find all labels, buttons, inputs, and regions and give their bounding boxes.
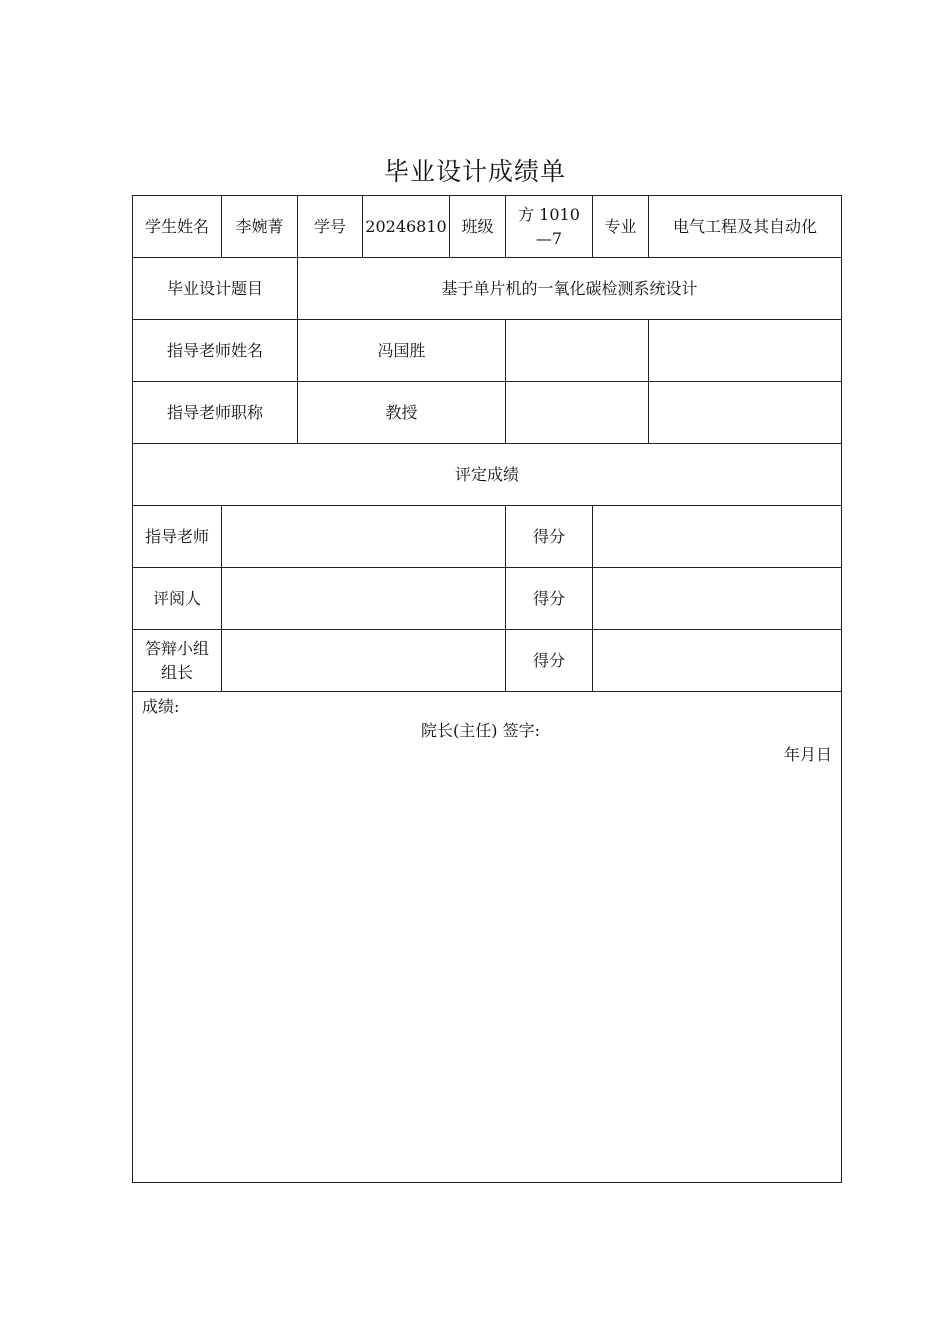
grade-form-table — [132, 195, 842, 1183]
date-label: 年月日 — [784, 745, 833, 764]
grading-row-advisor — [133, 506, 842, 568]
major-value: 电气工程及其自动化 — [649, 196, 842, 258]
score-label: 得分 — [506, 568, 593, 630]
advisor-title-blank-cell — [649, 382, 842, 444]
advisor-title-row — [133, 382, 842, 444]
final-grade-label: 成绩: — [142, 697, 180, 716]
score-value-cell — [593, 630, 842, 692]
student-name-value: 李婉菁 — [222, 196, 298, 258]
advisor-name-label: 指导老师姓名 — [133, 320, 298, 382]
grading-role — [133, 630, 222, 692]
grading-role-line2: 组长 — [160, 662, 193, 682]
class-label: 班级 — [450, 196, 506, 258]
grading-role: 评阅人 — [133, 568, 222, 630]
topic-row — [133, 258, 842, 320]
grading-header-row — [133, 444, 842, 506]
student-info-row — [133, 196, 842, 258]
class-value-line1: 方 1010 — [518, 204, 580, 224]
grading-role-line1: 答辩小组 — [144, 638, 209, 658]
remarks-cell — [133, 692, 842, 1183]
grading-comment-cell — [222, 506, 506, 568]
advisor-title-label: 指导老师职称 — [133, 382, 298, 444]
grading-row-defense-leader — [133, 630, 842, 692]
advisor-name-row — [133, 320, 842, 382]
score-value-cell — [593, 506, 842, 568]
grading-row-reviewer — [133, 568, 842, 630]
student-id-value: 20246810 — [363, 196, 450, 258]
class-value — [506, 196, 593, 258]
score-label: 得分 — [506, 630, 593, 692]
grading-header: 评定成绩 — [133, 444, 842, 506]
advisor-name-blank-cell — [506, 320, 649, 382]
dean-signature-label: 院长(主任) 签字: — [421, 721, 540, 740]
class-value-line2: —7 — [535, 228, 563, 248]
student-id-label: 学号 — [298, 196, 363, 258]
grading-comment-cell — [222, 630, 506, 692]
major-label: 专业 — [593, 196, 649, 258]
score-label: 得分 — [506, 506, 593, 568]
score-value-cell — [593, 568, 842, 630]
remarks-row — [133, 692, 842, 1183]
advisor-name-value: 冯国胜 — [298, 320, 506, 382]
topic-label: 毕业设计题目 — [133, 258, 298, 320]
student-name-label: 学生姓名 — [133, 196, 222, 258]
grading-role: 指导老师 — [133, 506, 222, 568]
advisor-name-blank-cell — [649, 320, 842, 382]
topic-value: 基于单片机的一氧化碳检测系统设计 — [298, 258, 842, 320]
grading-comment-cell — [222, 568, 506, 630]
advisor-title-value: 教授 — [298, 382, 506, 444]
advisor-title-blank-cell — [506, 382, 649, 444]
page-title: 毕业设计成绩单 — [383, 157, 566, 186]
